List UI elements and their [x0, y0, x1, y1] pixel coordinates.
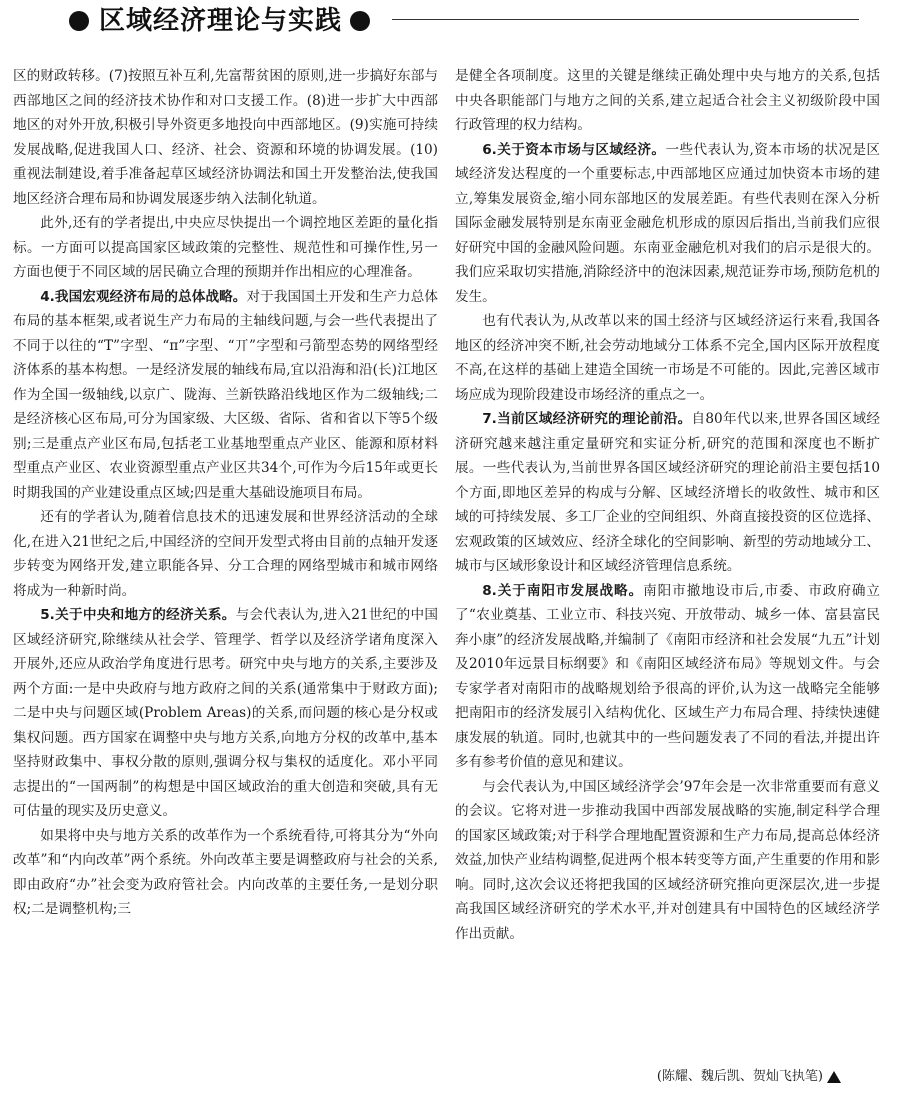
section-heading: 4.我国宏观经济布局的总体战略。	[40, 288, 247, 305]
paragraph: 此外,还有的学者提出,中央应尽快提出一个调控地区差距的量化指标。一方面可以提高国家区域政策的完整性、规范性和可操作性,另一方面也便于不同区域的居民确立合理的预期并作出相应的心理准备。	[13, 215, 438, 280]
section-heading: 8.关于南阳市发展战略。	[482, 582, 644, 599]
right-column	[455, 64, 880, 946]
bullet-dot-icon	[350, 11, 370, 31]
section-heading: 6.关于资本市场与区域经济。	[482, 141, 666, 158]
left-column	[13, 64, 438, 922]
author-byline	[657, 1066, 841, 1088]
bullet-dot-icon	[69, 11, 89, 31]
section-header	[0, 0, 899, 46]
paragraph: 区的财政转移。(7)按照互补互利,先富帮贫困的原则,进一步搞好东部与西部地区之间的经济技术协作和对口支援工作。(8)进一步扩大中西部地区的对外开放,积极引导外资更多地投向中西部地区。(9)实施可持续发展战略,促进我国人口、经济、社会、资源和环境的协调发展。(10)重视法制建设,着手准备起草区域经济协调法和国土开发整治法,使我国地区经济合理布局和协调发展逐步纳入法制化轨道。	[13, 68, 438, 207]
paragraph: 5.关于中央和地方的经济关系。与会代表认为,进入21世纪的中国区域经济研究,除继续从社会学、管理学、哲学以及经济学诸角度深入开展外,还应从政治学角度进行思考。研究中央与地方的关系,主要涉及两个方面:一是中央政府与地方政府之间的关系(通常集中于财政方面);二是中央与问题区域(Problem Areas)的关系,而问题的核心是分权或集权问题。西方国家在调整中央与地方关系,向地方分权的改革中,基本坚持财政集中、事权分散的原则,强调分权与集权的适度化。邓小平同志提出的“一国两制”的构想是中国区域政治的重大创造和突破,具有无可估量的现实及历史意义。	[13, 607, 438, 819]
section-heading: 5.关于中央和地方的经济关系。	[40, 607, 236, 623]
paragraph: 如果将中央与地方关系的改革作为一个系统看待,可将其分为“外向改革”和“内向改革”两个系统。外向改革主要是调整政府与社会的关系,即由政府“办”社会变为政府管社会。内向改革的主要任务,一是划分职权;二是调整机构;三	[13, 827, 438, 917]
paragraph: 7.当前区域经济研究的理论前沿。自80年代以来,世界各国区域经济研究越来越注重定量研究和实证分析,研究的范围和深度也不断扩展。一些代表认为,当前世界各国区域经济研究的理论前沿主要包括10个方面,即地区差异的构成与分解、区域经济增长的收敛性、城市和区域的可持续发展、多工厂企业的空间组织、外商直接投资的区位选择、宏观政策的区域效应、经济全球化的空间影响、新型的劳动地域分工、城市与区域形象设计和区域经济管理信息系统。	[455, 411, 880, 574]
paragraph: 是健全各项制度。这里的关键是继续正确处理中央与地方的关系,包括中央各职能部门与地方之间的关系,建立起适合社会主义初级阶段中国行政管理的权力结构。	[455, 68, 880, 133]
paragraph: 还有的学者认为,随着信息技术的迅速发展和世界经济活动的全球化,在进入21世纪之后,中国经济的空间开发型式将由目前的点轴开发逐步转变为网络开发,建立职能各异、分工合理的网络型城市和城市网络将成为一种新时尚。	[13, 509, 438, 599]
paragraph: 8.关于南阳市发展战略。南阳市撤地设市后,市委、市政府确立了“农业奠基、工业立市、科技兴宛、开放带动、城乡一体、富县富民奔小康”的经济发展战略,并编制了《南阳市经济和社会发展“九五”计划及2010年远景目标纲要》和《南阳区域经济布局》等规划文件。与会专家学者对南阳市的战略规划给予很高的评价,认为这一战略完全能够把南阳市的经济发展引入结构优化、区域生产力布局合理、持续快速健康发展的轨道。同时,也就其中的一些问题发表了不同的看法,并提出许多有参考价值的意见和建议。	[455, 582, 880, 770]
section-heading: 7.当前区域经济研究的理论前沿。	[482, 411, 692, 427]
paragraph: 4.我国宏观经济布局的总体战略。对于我国国土开发和生产力总体布局的基本框架,或者说生产力布局的主轴线问题,与会一些代表提出了不同于以往的“T”字型、“π”字型、“丌”字型和弓箭型态势的网络型经济体系的基本构想。一是经济发展的轴线布局,宜以沿海和沿(长)江地区作为全国一级轴线,以京广、陇海、兰新铁路沿线地区作为二级轴线;二是经济核心区布局,可分为国家级、大区级、省际、省和省以下等5个级别;三是重点产业区布局,包括老工业基地型重点产业区、能源和原材料型重点产业区、农业资源型重点产业区共34个,可作为今后15年或更长时期我国的产业建设重点区域;四是重大基础设施项目布局。	[13, 288, 439, 501]
byline-text: (陈耀、魏后凯、贺灿飞执笔)	[656, 1069, 823, 1084]
section-title: 区域经济理论与实践	[99, 6, 343, 36]
end-mark-triangle-icon	[827, 1071, 841, 1083]
paragraph: 与会代表认为,中国区域经济学会’97年会是一次非常重要而有意义的会议。它将对进一步推动我国中西部发展战略的实施,制定科学合理的国家区域政策;对于科学合理地配置资源和生产力布局,提高总体经济效益,加快产业结构调整,促进两个根本转变等方面,产生重要的作用和影响。同时,这次会议还将把我国的区域经济研究推向更深层次,进一步提高我国区域经济研究的学术水平,并对创建具有中国特色的区域经济学作出贡献。	[455, 778, 880, 942]
header-rule	[392, 19, 859, 20]
paragraph: 也有代表认为,从改革以来的国土经济与区域经济运行来看,我国各地区的经济冲突不断,社会劳动地域分工体系不完全,国内区际开放程度不高,在这样的基础上建造全国统一市场是不可能的。因此,完善区域市场应成为现阶段建设市场经济的重点之一。	[455, 313, 880, 403]
paragraph: 6.关于资本市场与区域经济。一些代表认为,资本市场的状况是区域经济发达程度的一个重要标志,中西部地区应通过加快资本市场的建立,筹集发展资金,缩小同东部地区的发展差距。有些代表则在深入分析国际金融发展特别是东南亚金融危机形成的原因后指出,当前我们应很好研究中国的金融风险问题。东南亚金融危机对我们的启示是很大的。我们应采取切实措施,消除经济中的泡沫因素,规范证券市场,预防危机的发生。	[455, 141, 881, 305]
